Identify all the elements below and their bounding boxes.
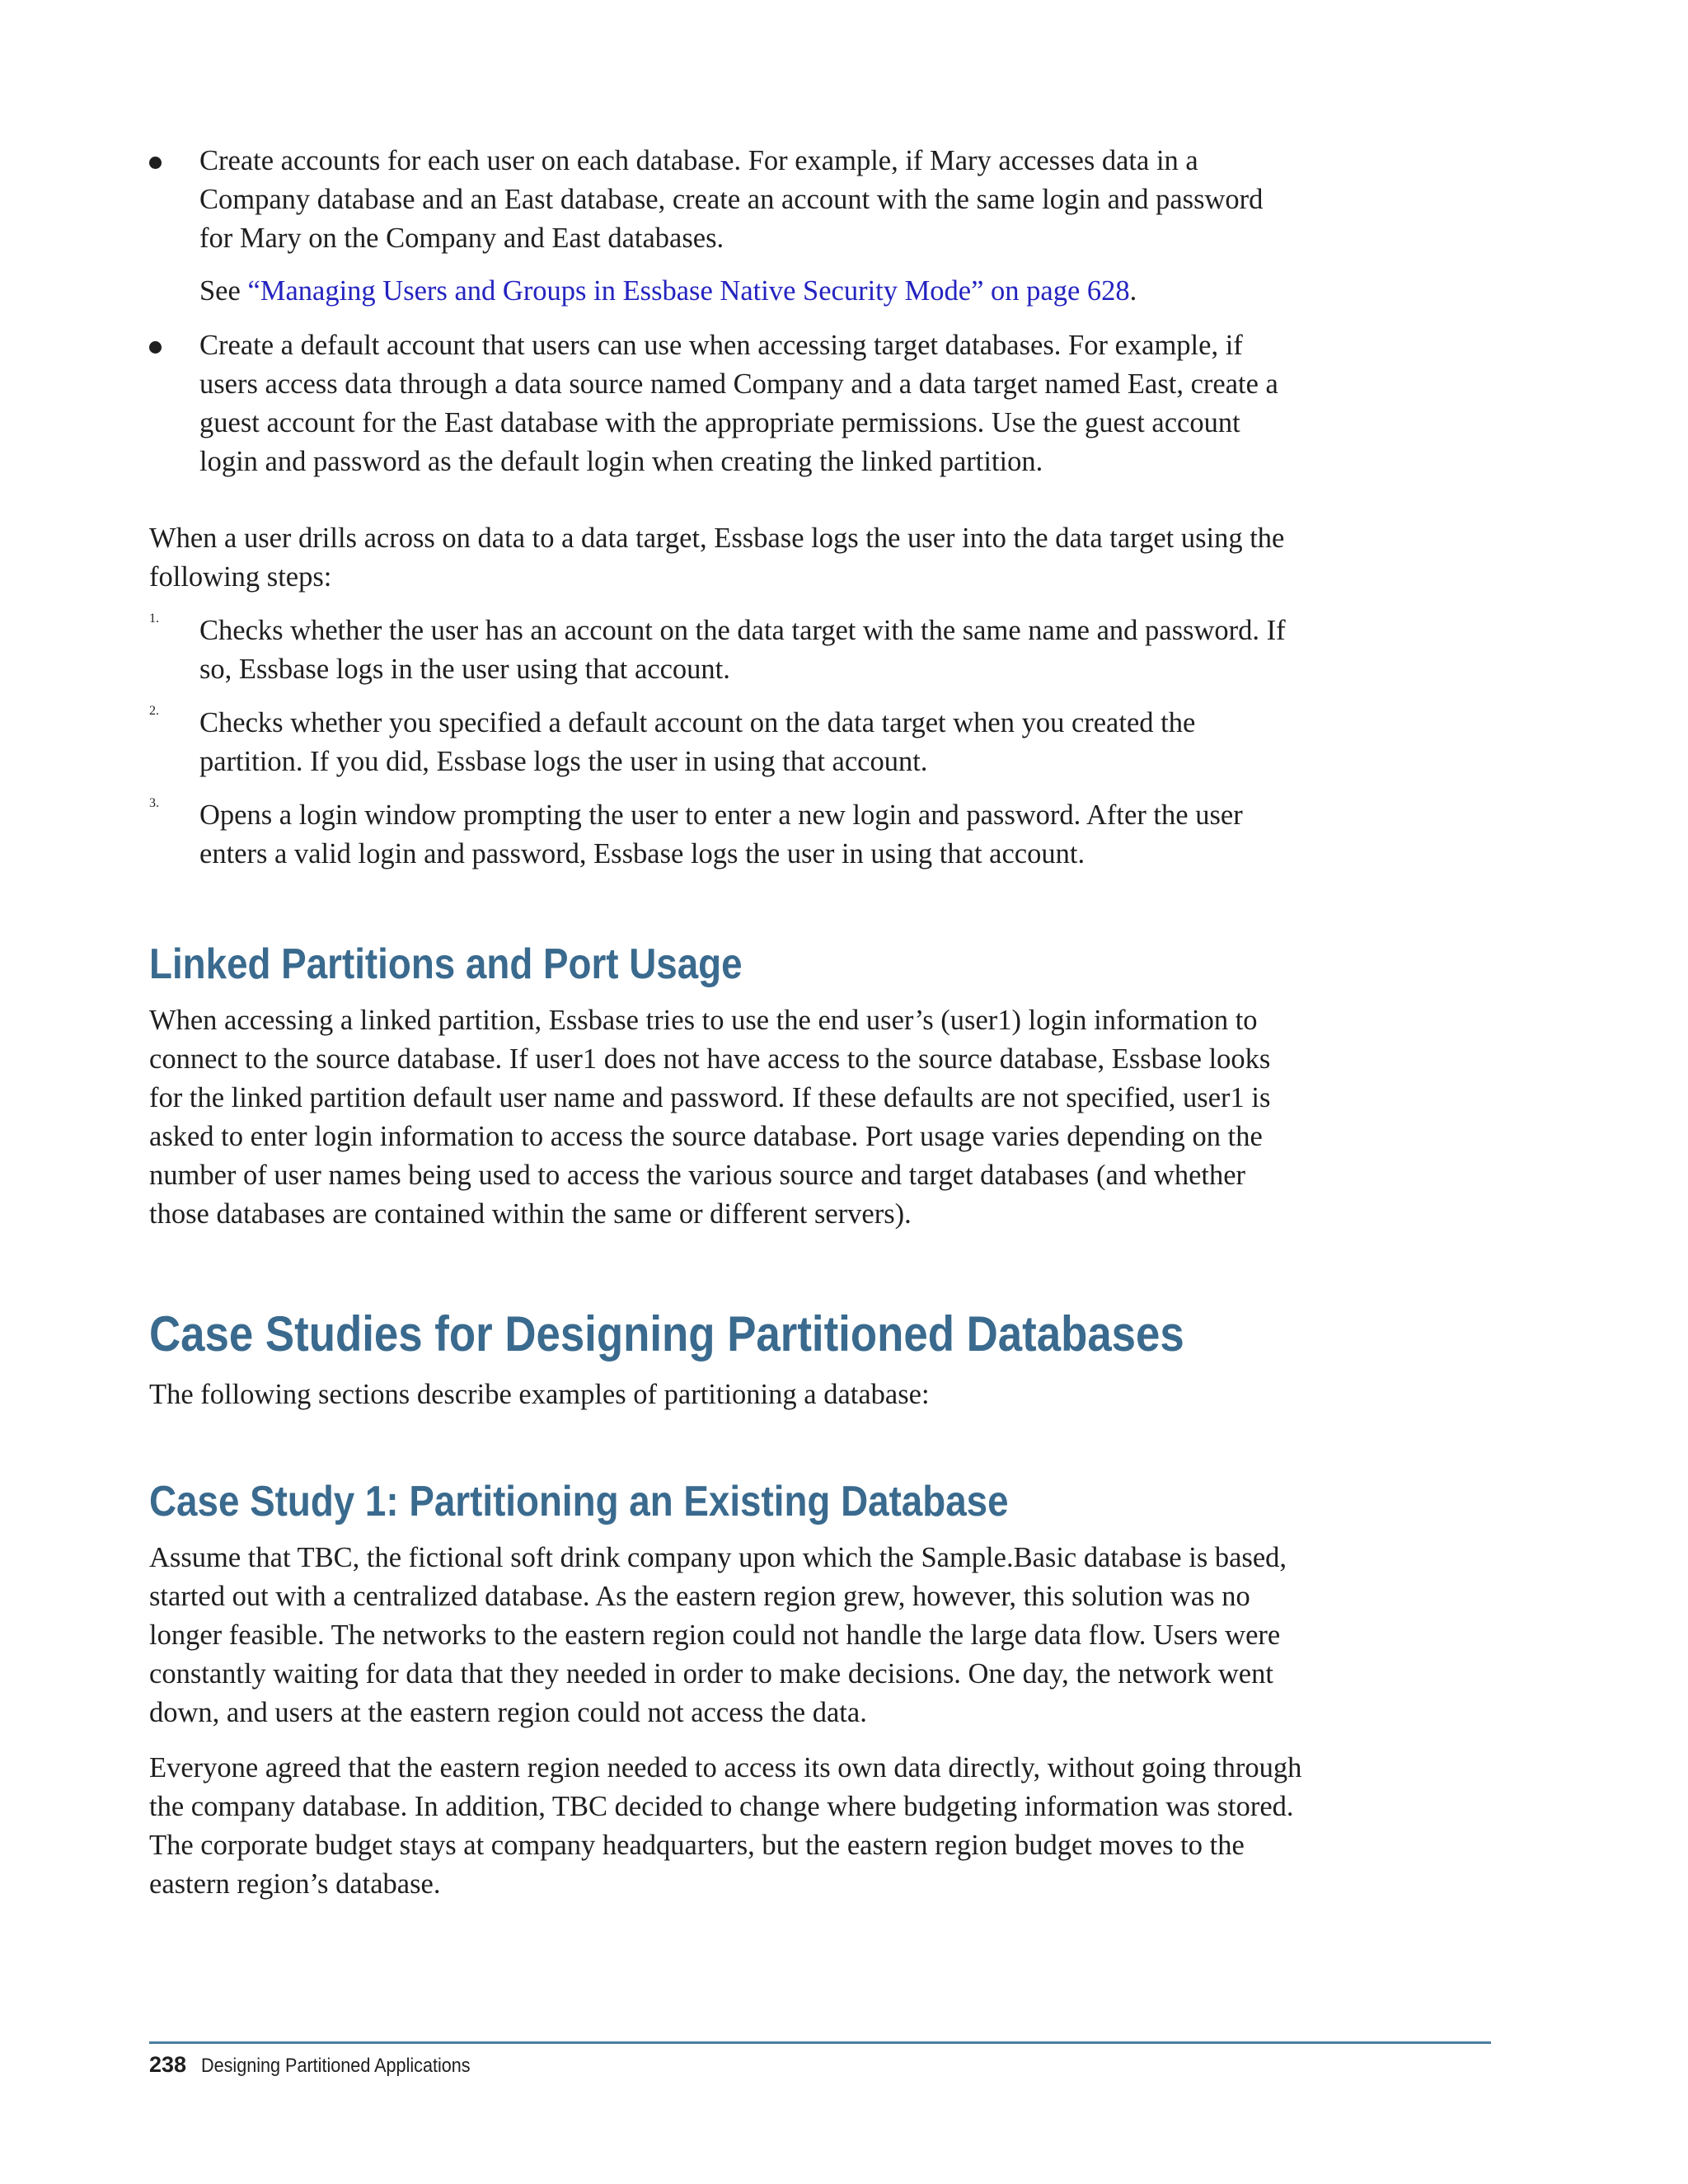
heading-linked-partitions: Linked Partitions and Port Usage: [149, 940, 743, 988]
case-studies-intro: The following sections describe examples of partitioning a database:: [149, 1379, 930, 1410]
page-content: [149, 142, 1303, 1904]
linked-partitions-paragraph: When accessing a linked partition, Essbase tries to use the end user’s (user1) login information to connect to the source database. If user1 does not have access to the source database, Essbase looks for the linked partition default user name and password. If these defaults are not specified, user1 is asked to enter login information to access the source database. Port usage varies depending on the number of user names being used to access the various source and target databases (and whether those databases are contained within the same or different servers).: [149, 1005, 1271, 1230]
step-item-2: [149, 704, 1303, 781]
heading-case-studies: Case Studies for Designing Partitioned Databases: [149, 1306, 1184, 1361]
footer-rule: [149, 2041, 1491, 2044]
page-footer: [149, 2050, 500, 2080]
heading-case-study-1: Case Study 1: Partitioning an Existing Database: [149, 1478, 1009, 1526]
bullet-text: Create accounts for each user on each database. For example, if Mary accesses data in a Company database and an East database, create an account with the same login and password for Mary on the Company and East databases.: [199, 145, 1264, 254]
step-number: 1.: [149, 612, 159, 626]
step-item-3: [149, 796, 1303, 874]
step-number: 3.: [149, 796, 159, 810]
see-reference: [149, 272, 1303, 311]
bullet-item-accounts: [149, 142, 1303, 258]
bullet-marker: [149, 157, 162, 169]
see-prefix: See: [199, 275, 248, 307]
bullet-text: Create a default account that users can use when accessing target databases. For example, if users access data through a data source named Company and a data target named East, create a guest account for the East database with the appropriate permissions. Use the guest account login and password as the default login when creating the linked partition.: [199, 330, 1278, 477]
cross-reference-link[interactable]: “Managing Users and Groups in Essbase Native Security Mode” on page 628: [247, 275, 1130, 307]
see-suffix: .: [1129, 275, 1137, 307]
page-number: 238: [149, 2052, 187, 2077]
step-item-1: [149, 612, 1303, 689]
bullet-marker: [149, 341, 162, 354]
step-number: 2.: [149, 704, 159, 718]
case-study-1-paragraph-1: Assume that TBC, the fictional soft drink company upon which the Sample.Basic database is based, started out with a centralized database. As the eastern region grew, however, this solution was no longer feasible. The networks to the eastern region could not handle the large data flow. Users were constantly waiting for data that they needed in order to make decisions. One day, the network went down, and users at the eastern region could not access the data.: [149, 1542, 1287, 1728]
chapter-title: Designing Partitioned Applications: [201, 2055, 471, 2077]
step-text: Opens a login window prompting the user to enter a new login and password. After the user enters a valid login and password, Essbase logs the user in using that account.: [199, 799, 1243, 869]
case-study-1-paragraph-2: Everyone agreed that the eastern region needed to access its own data directly, without going through the company database. In addition, TBC decided to change where budgeting information was stored. The corporate budget stays at company headquarters, but the eastern region budget moves to the eastern region’s database.: [149, 1752, 1302, 1900]
drill-intro-paragraph: When a user drills across on data to a data target, Essbase logs the user into the data target using the following steps:: [149, 523, 1285, 593]
step-text: Checks whether you specified a default account on the data target when you created the partition. If you did, Essbase logs the user in using that account.: [199, 707, 1196, 777]
step-text: Checks whether the user has an account on the data target with the same name and password. If so, Essbase logs in the user using that account.: [199, 615, 1286, 685]
bullet-item-default-account: [149, 326, 1303, 481]
